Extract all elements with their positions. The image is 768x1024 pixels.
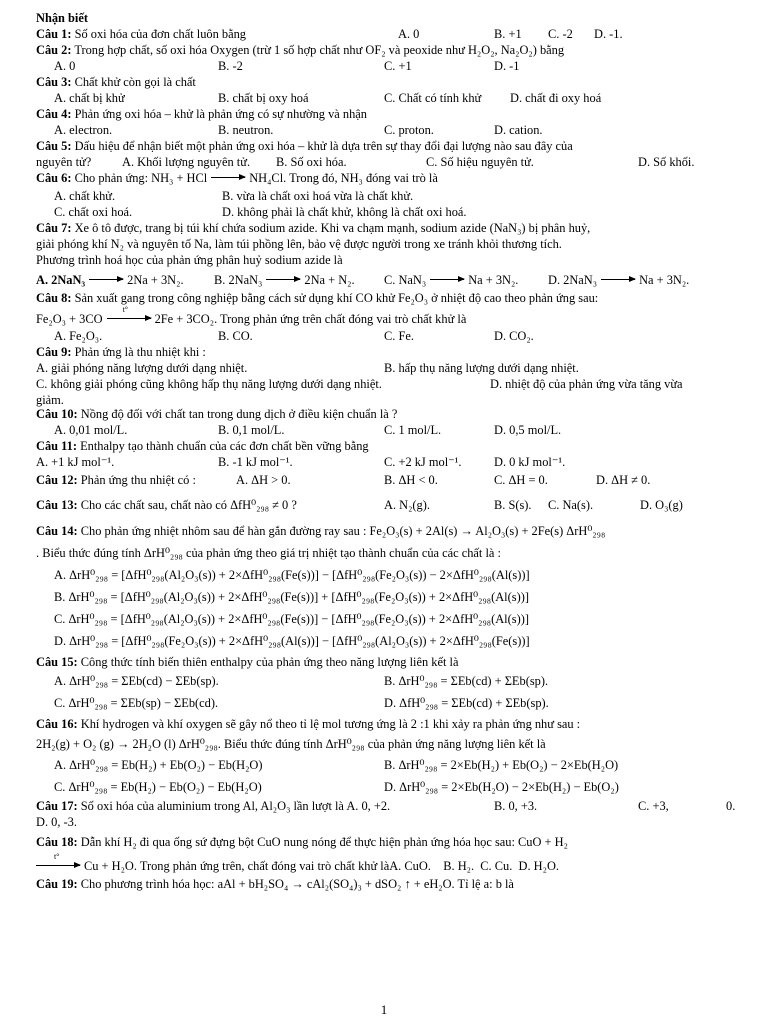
question-8: Câu 8: Sản xuất gang trong công nghiệp bằng cách sử dụng khí CO khử Fe₂O₃ ở nhiệt độ cao theo phản ứng sau: — [36, 291, 599, 305]
question-19: Câu 19: Cho phương trình hóa học: aAl + bH₂SO₄ → cAl₂(SO₄)₃ + dSO₂ ↑ + eH₂O. Tỉ lệ a: b là — [36, 877, 514, 891]
question-6-options-1: A. chất khử. B. vừa là chất oxi hoá vừa là chất khử. — [54, 189, 414, 203]
page-number: 1 — [380, 1002, 388, 1017]
question-6-options-2: C. chất oxi hoá. D. không phải là chất khử, không là chất oxi hoá. — [54, 205, 467, 219]
question-11: Câu 11: Enthalpy tạo thành chuẩn của các đơn chất bền vững bằng — [36, 439, 369, 453]
question-14: Câu 14: Cho phản ứng nhiệt nhôm sau để hàn gắn đường ray sau : Fe₂O₃(s) + 2Al(s) → Al₂O₃(s) + 2Fe(s) ΔrH⁰₂₉₈ — [36, 524, 606, 538]
question-16: Câu 16: Khí hydrogen và khí oxygen sẽ gây nổ theo tỉ lệ mol tương ứng là 2 :1 khi xảy ra phản ứng như sau : — [36, 717, 581, 731]
question-2: Câu 2: Trong hợp chất, số oxi hóa Oxygen (trừ 1 số hợp chất như OF₂ và peoxide như H₂O₂, Na₂O₂) bằng — [36, 43, 565, 57]
question-8-options: A. Fe₂O₃. B. CO. C. Fe. D. CO₂. — [54, 329, 534, 343]
reaction-arrow-icon: t° — [36, 865, 80, 866]
question-4: Câu 4: Phản ứng oxi hóa – khử là phản ứng có sự nhường và nhận — [36, 107, 367, 121]
reaction-arrow-icon: t° — [107, 318, 151, 319]
reaction-arrow-icon — [430, 279, 464, 280]
question-5: Câu 5: Dấu hiệu để nhận biết một phản ứng oxi hóa – khử là dựa trên sự thay đổi đại lượng nào sau đây của — [36, 139, 573, 153]
document-page: Nhận biết Câu 1: Số oxi hóa của đơn chất luôn bằng A. 0 B. +1 C. -2 D. -1. Câu 2: Trong hợp chất, số oxi hóa Oxygen (trừ 1 số hợp chất như OF₂ và peoxide như H₂O₂, Na₂O₂) bằng A. 0 B. -2 C. +1 D. -1 Câu 3: Chất khử còn gọi là chất A. chất bị khử B. chất bị oxy hoá C. Chất có tính khử D. chất đi oxy hoá Câu 4: Phản ứng oxi hóa – khử là phản ứng có sự nhường và nhận A. electron. B. neutron. C. proton. D. cation. Câu 5: Dấu hiệu để nhận biết một phản ứng oxi hóa – khử là dựa trên sự thay đổi đại lượng nào sau đây của nguyên tử? A. Khối lượng nguyên tử. B. Số oxi hóa. C. Số hiệu nguyên tử. D. Số khối. Câu 6: Cho phản ứng: NH₃ + HCl NH₄Cl. Trong đó, NH₃ đóng vai trò là A. chất khử. B. vừa là chất oxi hoá vừa là chất khử. C. chất oxi hoá. D. không phải là chất khử, không là chất oxi hoá. Câu 7: Xe ô tô được, trang bị túi khí chứa sodium azide. Khi va chạm mạnh, sodium azide (NaN₃) bị phân huỷ, giải phóng khí N₂ và nguyên tố Na, làm túi phồng lên, bảo vệ được người trong xe tránh khỏi thương tích. Phương trình hoá học của phản ứng phân huỷ sodium azide là A. 2NaN₃ 2Na + 3N₂. B. 2NaN₃ 2Na + N₂. C. NaN₃ Na + 3N₂. D. 2NaN₃ Na + 3N₂. Câu 8: Sản xuất gang trong công nghiệp bằng cách sử dụng khí CO khử Fe₂O₃ ở nhiệt độ cao theo phản ứng sau: Fe₂O₃ + 3CO t° 2Fe + 3CO₂. Trong phản ứng trên chất đóng vai trò chất khử là A. Fe₂O₃. B. CO. C. Fe. D. CO₂. Câu 9: Phản ứng là thu nhiệt khi : A. giải phóng năng lượng dưới dạng nhiệt. B. hấp thụ năng lượng dưới dạng nhiệt. C. không giải phóng cũng không hấp thụ năng lượng dưới dạng nhiệt. D. nhiệt độ của phản ứng vừa tăng vừa giảm. Câu 10: Nồng độ đối với chất tan trong dung dịch ở điều kiện chuẩn là ? A. 0,01 mol/L. B. 0,1 mol/L. C. 1 mol/L. D. 0,5 mol/L. Câu 11: Enthalpy tạo thành chuẩn của các đơn chất bền vững bằng A. +1 kJ mol⁻¹. B. -1 kJ mol⁻¹. C. +2 kJ mol⁻¹. D. 0 kJ mol⁻¹. Câu 12: Phản ứng thu nhiệt có : A. ΔH > 0. B. ΔH < 0. C. ΔH = 0. D. ΔH ≠ 0. Câu 13: Cho các chất sau, chất nào có ΔfH⁰₂₉₈ ≠ 0 ? A. N₂(g). B. S(s). C. Na(s). D. O₃(g) Câu 14: Cho phản ứng nhiệt nhôm sau để hàn gắn đường ray sau : Fe₂O₃(s) + 2Al(s) → Al₂O₃(s) + 2Fe(s) ΔrH⁰₂₉₈ . Biểu thức đúng tính ΔrH⁰₂₉₈ của phản ứng theo giá trị nhiệt tạo thành chuẩn của các chất là : A. ΔrH⁰₂₉₈ = [ΔfH⁰₂₉₈(Al₂O₃(s)) + 2×ΔfH⁰₂₉₈(Fe(s))] − [ΔfH⁰₂₉₈(Fe₂O₃(s)) − 2×ΔfH⁰₂₉₈(Al(s))] B. ΔrH⁰₂₉₈ = [ΔfH⁰₂₉₈(Al₂O₃(s)) + 2×ΔfH⁰₂₉₈(Fe(s))] + [ΔfH⁰₂₉₈(Fe₂O₃(s)) + 2×ΔfH⁰₂₉₈(Al(s))] C. ΔrH⁰₂₉₈ = [ΔfH⁰₂₉₈(Al₂O₃(s)) + 2×ΔfH⁰₂₉₈(Fe(s))] − [ΔfH⁰₂₉₈(Fe₂O₃(s)) + 2×ΔfH⁰₂₉₈(Al(s))] D. ΔrH⁰₂₉₈ = [ΔfH⁰₂₉₈(Fe₂O₃(s)) + 2×ΔfH⁰₂₉₈(Al(s))] − [ΔfH⁰₂₉₈(Al₂O₃(s)) + 2×ΔfH⁰₂₉₈(Fe(s))] Câu 15: Công thức tính biến thiên enthalpy của phản ứng theo năng lượng liên kết là A. ΔrH⁰₂₉₈ = ΣEb(cd) − ΣEb(sp). B. ΔrH⁰₂₉₈ = ΣEb(cd) + ΣEb(sp). C. ΔrH⁰₂₉₈ = ΣEb(sp) − ΣEb(cd). D. ΔfH⁰₂₉₈ = ΣEb(cd) + ΣEb(sp). Câu 16: Khí hydrogen và khí oxygen sẽ gây nổ theo tỉ lệ mol tương ứng là 2 :1 khi xảy ra phản ứng như sau : 2H₂(g) + O₂ (g) → 2H₂O (l) ΔrH⁰₂₉₈. Biểu thức đúng tính ΔrH⁰₂₉₈ của phản ứng năng lượng liên kết là A. ΔrH⁰₂₉₈ = Eb(H₂) + Eb(O₂) − Eb(H₂O) B. ΔrH⁰₂₉₈ = 2×Eb(H₂) + Eb(O₂) − 2×Eb(H₂O) C. ΔrH⁰₂₉₈ = Eb(H₂) − Eb(O₂) − Eb(H₂O) D. ΔrH⁰₂₉₈ = 2×Eb(H₂O) − 2×Eb(H₂) − Eb(O₂) Câu 17: Số oxi hóa của aluminium trong Al, Al₂O₃ lần lượt là A. 0, +2. B. 0, +3. C. +3, 0. D. 0, -3. Câu 18: Dẫn khí H₂ đi qua ống sứ đựng bột CuO nung nóng để thực hiện phản ứng hóa học sau: CuO + H₂ t° Cu + H₂O. Trong phản ứng trên, chất đóng vai trò chất khử làA. CuO. B. H₂. C. Cu. D. H₂O. Câu 19: Cho phương trình hóa học: aAl + bH₂SO₄ → cAl₂(SO₄)₃ + dSO₂ ↑ + eH₂O. Tỉ lệ a: b là — [36, 12, 742, 894]
question-2-options: A. 0 B. -2 C. +1 D. -1 — [54, 59, 520, 73]
section-heading: Nhận biết — [36, 11, 88, 25]
question-4-options: A. electron. B. neutron. C. proton. D. cation. — [54, 123, 543, 137]
question-18: Câu 18: Dẫn khí H₂ đi qua ống sứ đựng bột CuO nung nóng để thực hiện phản ứng hóa học sau: CuO + H₂ — [36, 835, 568, 849]
question-1: Câu 1: Số oxi hóa của đơn chất luôn bằng A. 0 B. +1 C. -2 D. -1. — [36, 27, 623, 41]
reaction-arrow-icon — [266, 279, 300, 280]
question-15: Câu 15: Công thức tính biến thiên enthalpy của phản ứng theo năng lượng liên kết là — [36, 655, 459, 669]
question-10: Câu 10: Nồng độ đối với chất tan trong dung dịch ở điều kiện chuẩn là ? — [36, 407, 398, 421]
question-13: Câu 13: Cho các chất sau, chất nào có ΔfH⁰₂₉₈ ≠ 0 ? A. N₂(g). B. S(s). C. Na(s). D. O₃(g) — [36, 498, 683, 512]
question-3-options: A. chất bị khử B. chất bị oxy hoá C. Chất có tính khử D. chất đi oxy hoá — [54, 91, 602, 105]
reaction-arrow-icon — [601, 279, 635, 280]
question-17: Câu 17: Số oxi hóa của aluminium trong Al, Al₂O₃ lần lượt là A. 0, +2. B. 0, +3. C. +3, 0. — [36, 799, 736, 813]
question-12: Câu 12: Phản ứng thu nhiệt có : A. ΔH > 0. B. ΔH < 0. C. ΔH = 0. D. ΔH ≠ 0. — [36, 473, 651, 487]
question-9: Câu 9: Phản ứng là thu nhiệt khi : — [36, 345, 206, 359]
question-7: Câu 7: Xe ô tô được, trang bị túi khí chứa sodium azide. Khi va chạm mạnh, sodium azide (NaN₃) bị phân huỷ, — [36, 221, 591, 235]
question-6: Câu 6: Cho phản ứng: NH₃ + HCl NH₄Cl. Trong đó, NH₃ đóng vai trò là — [36, 171, 438, 185]
reaction-arrow-icon — [89, 279, 123, 280]
question-7-options: A. 2NaN₃ 2Na + 3N₂. B. 2NaN₃ 2Na + N₂. C. NaN₃ Na + 3N₂. D. 2NaN₃ Na + 3N₂. — [36, 273, 690, 287]
reaction-arrow-icon — [211, 177, 245, 178]
question-3: Câu 3: Chất khử còn gọi là chất — [36, 75, 196, 89]
question-5-options: nguyên tử? A. Khối lượng nguyên tử. B. Số oxi hóa. C. Số hiệu nguyên tử. D. Số khối. — [36, 155, 695, 169]
